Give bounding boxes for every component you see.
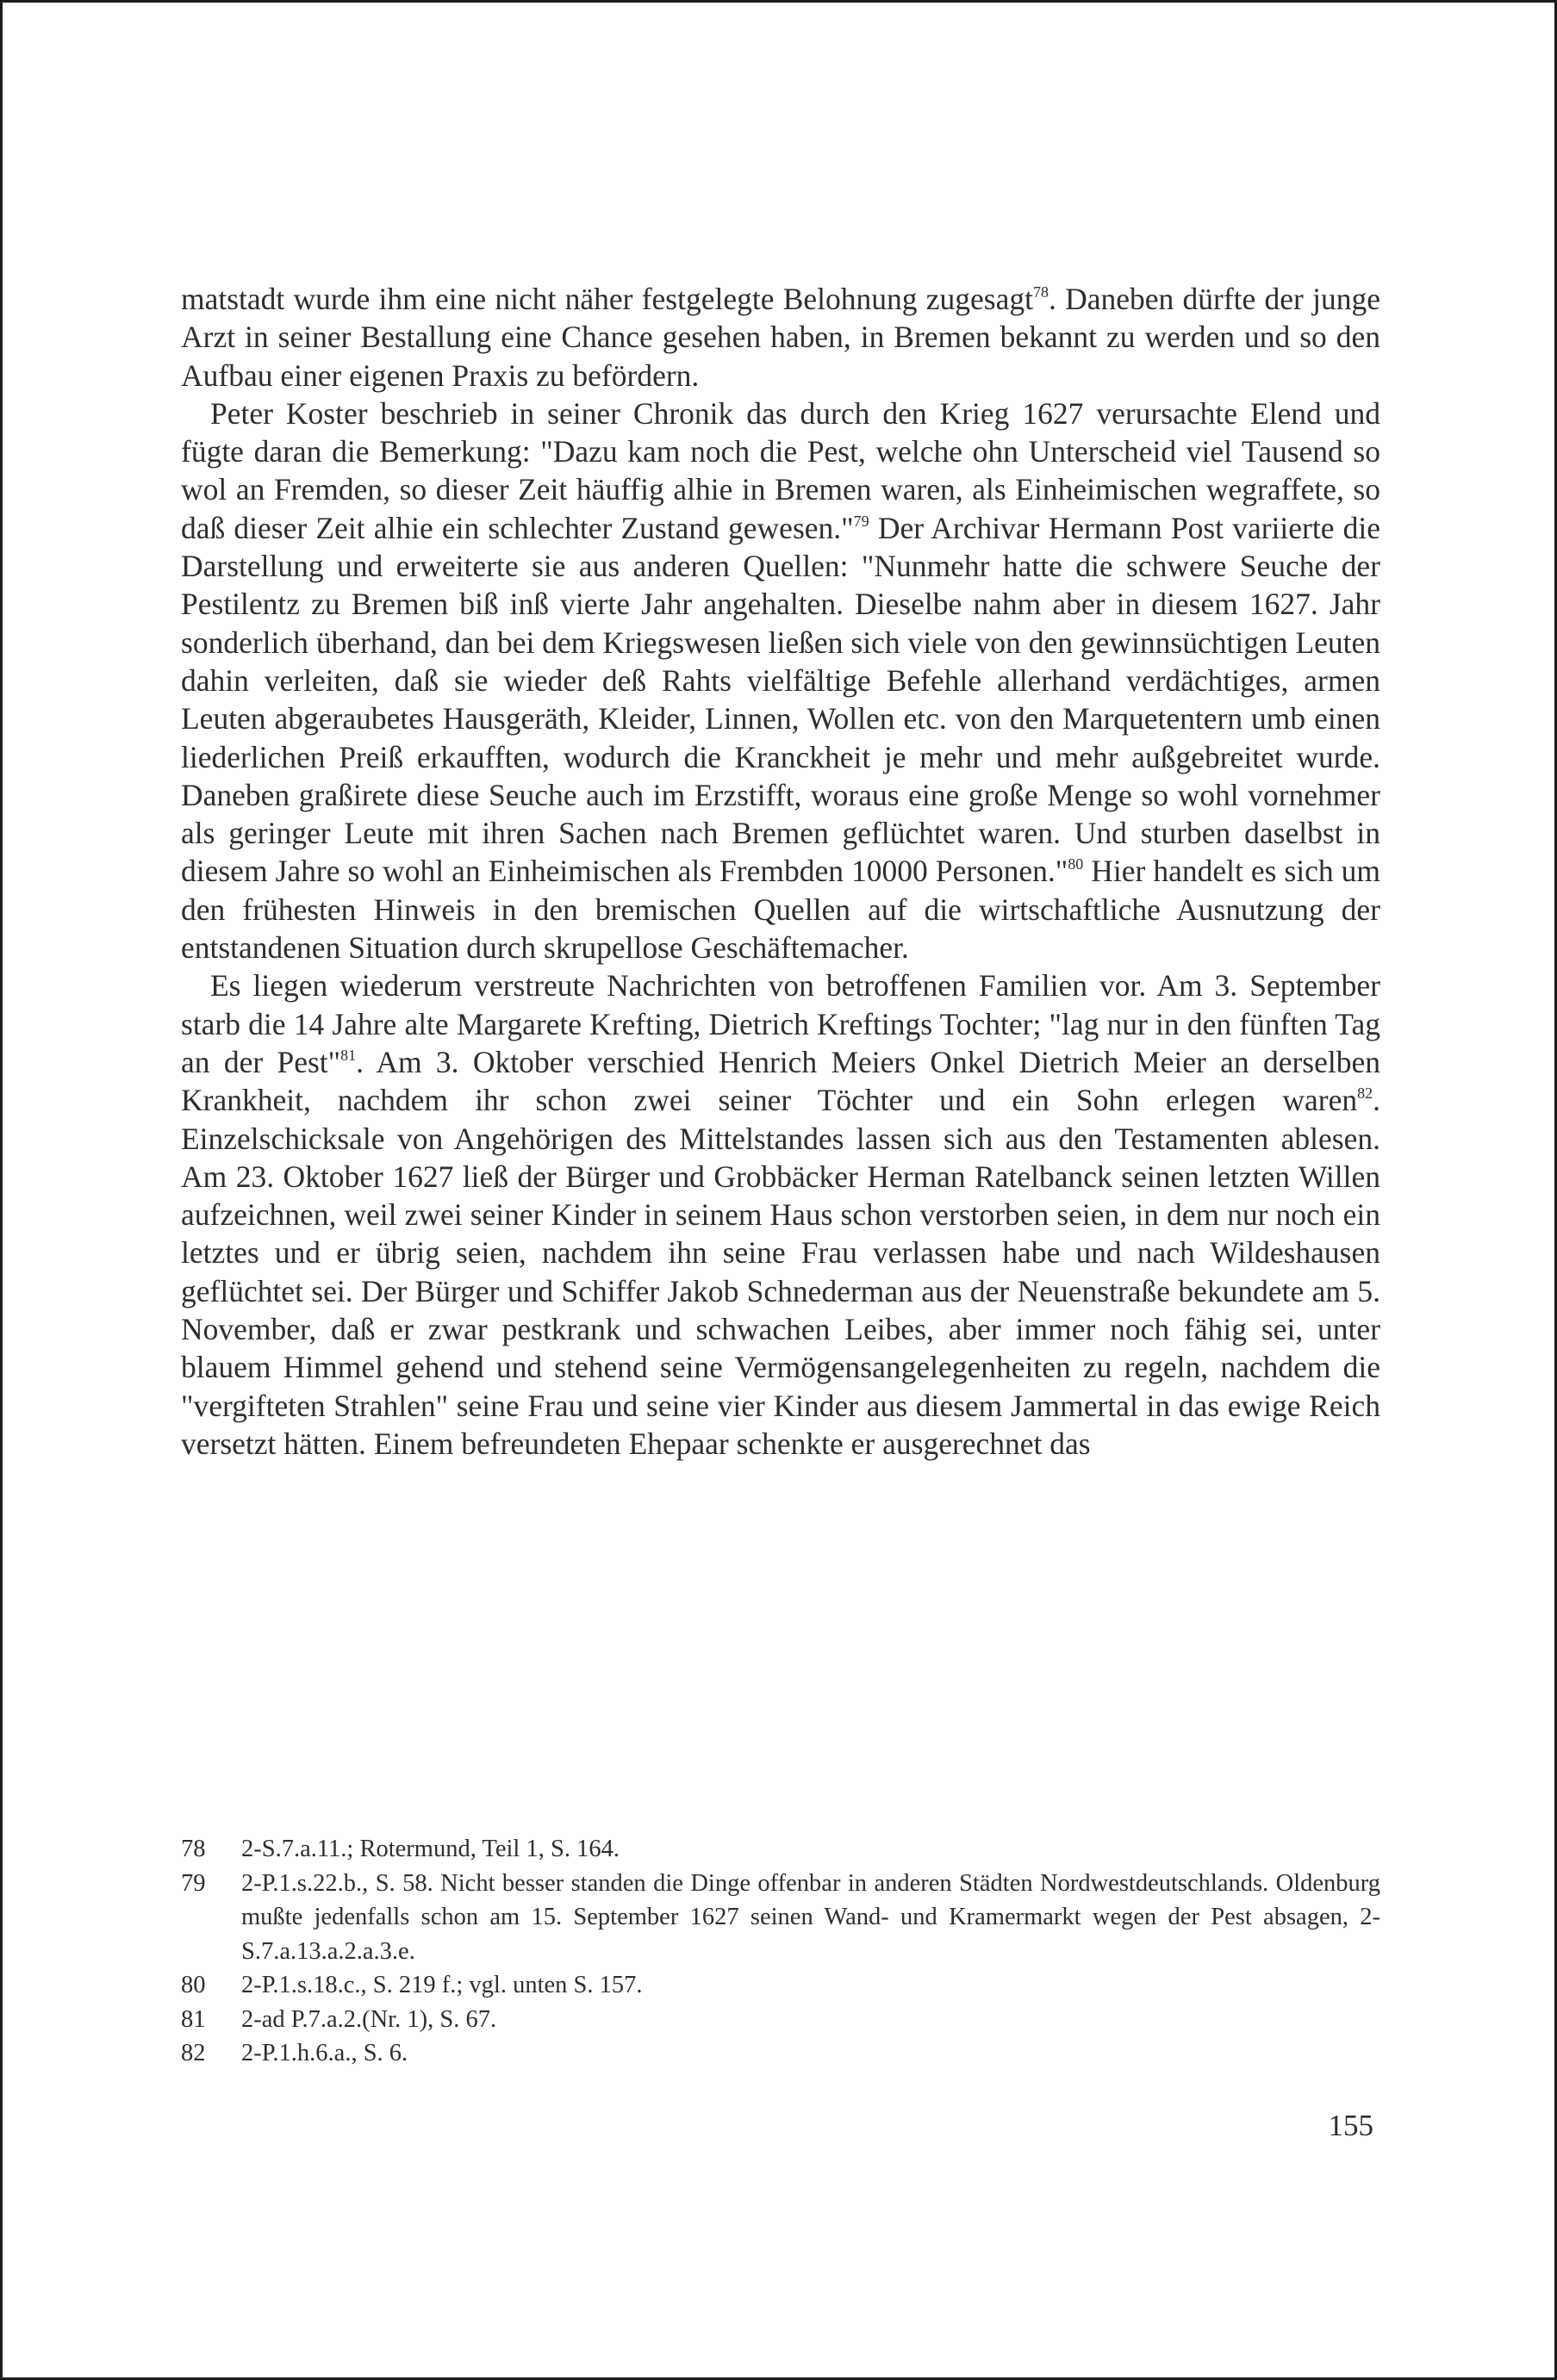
paragraph-1: matstadt wurde ihm eine nicht näher festgelegte Belohnung zugesagt$^{78}$. Daneben dürfte der junge Arzt in seiner Bestallung eine Chance gesehen haben, in Bremen bekannt zu werden und so den Aufbau einer eigenen Praxis zu befördern. — [181, 282, 1380, 393]
footnote-text: 2-P.1.s.18.c., S. 219 f.; vgl. unten S. 157. — [241, 1972, 643, 1998]
main-text — [181, 280, 1380, 1463]
paragraph-3: Es liegen wiederum verstreute Nachrichten von betroffenen Familien vor. Am 3. September starb die 14 Jahre alte Margarete Krefting, Dietrich Kreftings Tochter; "lag nur in den fünften Tag an der Pest"$^{81}$. Am 3. Oktober verschied Henrich Meiers Onkel Dietrich Meier an derselben Krankheit, nachdem ihr schon zwei seiner Töchter und ein Sohn erlegen waren$^{82}$. Einzelschicksale von Angehörigen des Mittelstandes lassen sich aus den Testamenten ablesen. Am 23. Oktober 1627 ließ der Bürger und Grobbäcker Herman Ratelbanck seinen letzten Willen aufzeichnen, weil zwei seiner Kinder in seinem Haus schon verstorben seien, in dem nur noch ein letztes und er übrig seien, nachdem ihn seine Frau verlassen habe und nach Wildeshausen geflüchtet sei. Der Bürger und Schiffer Jakob Schnederman aus der Neuenstraße bekundete am 5. November, daß er zwar pestkrank und schwachen Leibes, aber immer noch fähig sei, unter blauem Himmel gehend und stehend seine Vermögensangelegenheiten zu regeln, nachdem die "vergifteten Strahlen" seine Frau und seine vier Kinder aus diesem Jammertal in das ewige Reich versetzt hätten. Einem befreundeten Ehepaar schenkte er ausgerechnet das — [181, 968, 1380, 1461]
footnote-number: 81 — [181, 2005, 206, 2033]
footnote-text: 2-ad P.7.a.2.(Nr. 1), S. 67. — [241, 2005, 497, 2033]
page-number: 155 — [1328, 2109, 1373, 2142]
footnote-ref-80[interactable]: 80 — [1068, 855, 1084, 873]
footnote-ref-82[interactable]: 82 — [1357, 1084, 1373, 1103]
footnote-text: 2-S.7.a.11.; Rotermund, Teil 1, S. 164. — [241, 1836, 620, 1862]
footnote-number: 78 — [181, 1836, 206, 1862]
footnote-78 — [181, 1832, 1380, 1867]
footnote-82 — [181, 2036, 1380, 2071]
footnote-79 — [181, 1867, 1380, 1969]
paragraph-2: Peter Koster beschrieb in seiner Chronik das durch den Krieg 1627 verursachte Elend und fügte daran die Bemerkung: "Dazu kam noch die Pest, welche ohn Unterscheid viel Tausend so wol an Fremden, so dieser Zeit häuffig alhie in Bremen waren, als Einheimischen wegraffete, so daß dieser Zeit alhie ein schlechter Zustand gewesen."$^{79}$ Der Archivar Hermann Post variierte die Darstellung und erweiterte sie aus anderen Quellen: "Nunmehr hatte die schwere Seuche der Pestilentz zu Bremen biß inß vierte Jahr angehalten. Dieselbe nahm aber in diesem 1627. Jahr sonderlich überhand, dan bei dem Kriegswesen ließen sich viele von den gewinnsüchtigen Leuten dahin verleiten, daß sie wieder deß Rahts vielfältige Befehle allerhand verdächtiges, armen Leuten abgeraubetes Hausgeräth, Kleider, Linnen, Wollen etc. von den Marquetentern umb einen liederlichen Preiß erkaufften, wodurch die Kranckheit je mehr und mehr außgebreitet wurde. Daneben graßirete diese Seuche auch im Erzstifft, woraus eine große Menge so wohl vornehmer als geringer Leute mit ihren Sachen nach Bremen geflüchtet waren. Und sturben daselbst in diesem Jahre so wohl an Einheimischen als Frembden 10000 Personen."$^{80}$ Hier handelt es sich um den frühesten Hinweis in den bremischen Quellen auf die wirtschaftliche Ausnutzung der entstandenen Situation durch skrupellose Geschäftemacher. — [181, 395, 1380, 966]
footnote-ref-78[interactable]: 78 — [1032, 283, 1049, 301]
footnote-80 — [181, 1968, 1380, 2003]
footnote-number: 80 — [181, 1972, 206, 1998]
footnote-text: 2-P.1.s.22.b., S. 58. Nicht besser standen die Dinge offenbar in anderen Städten Nordwestdeutschlands. Oldenburg mußte jedenfalls schon am 15. September 1627 seinen Wand- und Kramermarkt wegen der Pest absagen, 2-S.7.a.13.a.2.a.3.e. — [241, 1869, 1380, 1965]
footnote-ref-79[interactable]: 79 — [853, 512, 869, 530]
footnote-number: 79 — [181, 1869, 206, 1897]
footnote-text: 2-P.1.h.6.a., S. 6. — [241, 2040, 408, 2066]
footnotes — [181, 1832, 1380, 2071]
footnote-ref-81[interactable]: 81 — [340, 1046, 357, 1064]
footnote-number: 82 — [181, 2040, 206, 2066]
footnote-81 — [181, 2003, 1380, 2037]
